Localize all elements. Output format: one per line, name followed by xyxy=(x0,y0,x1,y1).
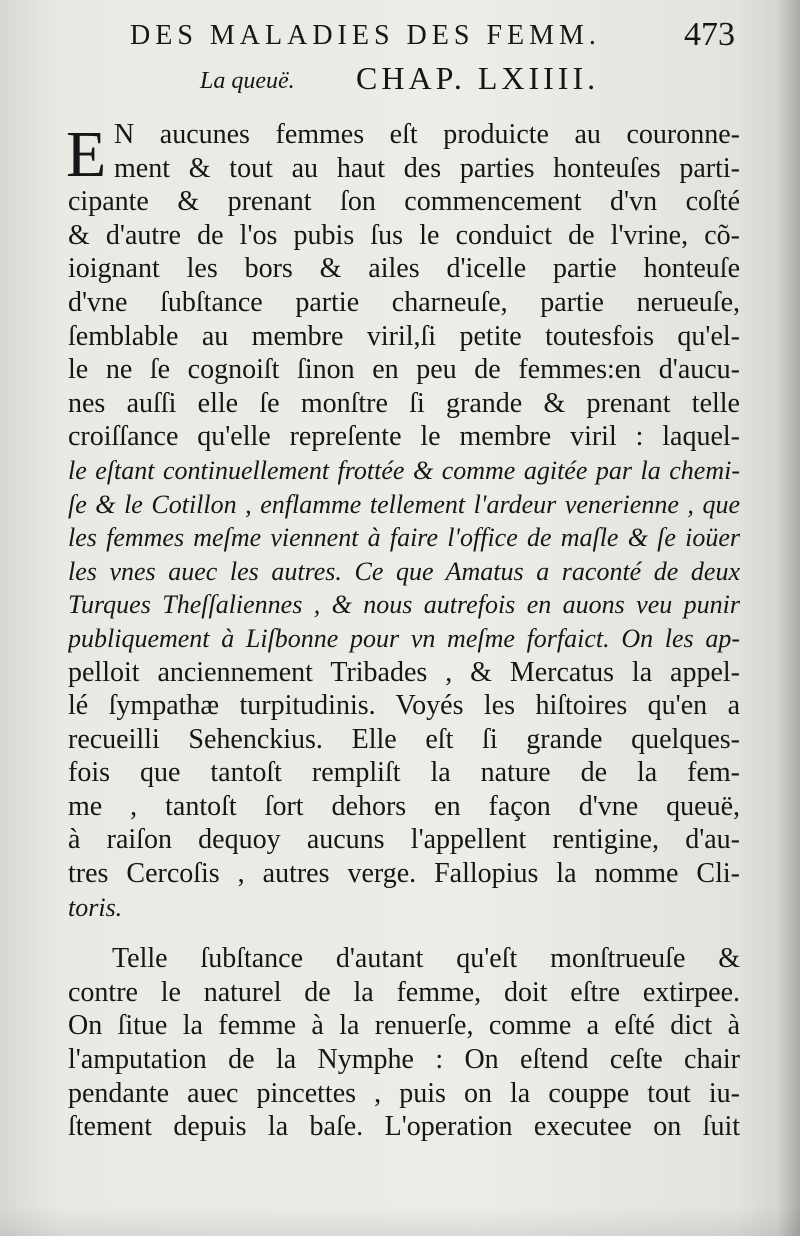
text-line: recueilli Sehenckius. Elle eſt ſi grande quelques- xyxy=(68,723,740,755)
text-line: contre le naturel de la femme, doit eſtre extirpee. xyxy=(68,976,740,1008)
page-edge-shadow xyxy=(778,0,800,1236)
text-line: tres Cercoſis , autres verge. Fallopius la nomme Cli- xyxy=(68,858,740,890)
text-line: d'vne ſubſtance partie charneuſe, partie nerueuſe, xyxy=(68,286,740,318)
drop-cap: E xyxy=(66,118,107,191)
text-line-italic: toris. xyxy=(68,892,123,922)
text-line: croiſſance qu'elle repreſente le membre viril : laquel- xyxy=(68,421,740,453)
running-head xyxy=(0,14,800,54)
text-line-italic: ſe & le Cotillon , enflamme tellement l'ardeur venerienne , que xyxy=(68,489,740,519)
page-number: 473 xyxy=(684,16,735,53)
text-line-italic: Turques Theſſaliennes , & nous autrefois en auons veu punir xyxy=(68,590,740,620)
text-line: l'amputation de la Nymphe : On eſtend ceſte chair xyxy=(68,1044,740,1076)
text-line: ioignant les bors & ailes d'icelle partie honteuſe xyxy=(68,253,740,285)
text-line: Telle ſubſtance d'autant qu'eſt monſtrueuſe & xyxy=(112,943,740,975)
text-line: nes auſſi elle ſe monſtre ſi grande & prenant telle xyxy=(68,387,740,419)
text-line: On ſitue la femme à la renuerſe, comme a eſté dict à xyxy=(68,1010,740,1042)
text-line: le ne ſe cognoiſt ſinon en peu de femmes:en d'aucu- xyxy=(68,354,740,386)
paragraph-2 xyxy=(68,942,740,1144)
text-line: me , tantoſt ſort dehors en façon d'vne queuë, xyxy=(68,790,740,822)
paragraph-gap xyxy=(68,924,740,942)
text-line: lé ſympathæ turpitudinis. Voyés les hiſtoires qu'en a xyxy=(68,690,740,722)
text-line: pendante auec pincettes , puis on la couppe tout iu- xyxy=(68,1077,740,1109)
text-line: à raiſon dequoy aucuns l'appellent rentigine, d'au- xyxy=(68,824,740,856)
text-line-italic: le eſtant continuellement frottée & comme agitée par la chemi- xyxy=(68,455,740,485)
running-title: DES MALADIES DES FEMM. xyxy=(130,20,601,51)
marginal-label: La queuë. xyxy=(200,68,295,94)
text-line: cipante & prenant ſon commencement d'vn coſté xyxy=(68,186,740,218)
chapter-heading xyxy=(0,58,800,100)
text-line: fois que tantoſt rempliſt la nature de la fem- xyxy=(68,757,740,789)
text-line-italic: publiquement à Liſbonne pour vn meſme forfaict. On les ap- xyxy=(68,623,740,653)
text-line-italic: les vnes auec les autres. Ce que Amatus a raconté de deux xyxy=(68,556,740,586)
chapter-title: CHAP. LXIIII. xyxy=(356,60,600,96)
page-bottom-shadow xyxy=(0,1206,800,1236)
text-line: ſtement depuis la baſe. L'operation executee on ſuit xyxy=(68,1111,740,1143)
body-text xyxy=(68,118,740,1144)
text-line-italic: les femmes meſme viennent à faire l'office de maſle & ſe ioüer xyxy=(68,523,740,553)
text-line: ment & tout au haut des parties honteuſes parti- xyxy=(114,152,740,184)
text-line: ſemblable au membre viril,ſi petite toutesfois qu'el- xyxy=(68,320,740,352)
text-line: & d'autre de l'os pubis ſus le conduict de l'vrine, cõ- xyxy=(68,219,740,251)
text-line: pelloit anciennement Tribades , & Mercatus la appel- xyxy=(68,656,740,688)
text-line: N aucunes femmes eſt produicte au couronne- xyxy=(114,119,740,150)
paragraph-1 xyxy=(68,118,740,924)
